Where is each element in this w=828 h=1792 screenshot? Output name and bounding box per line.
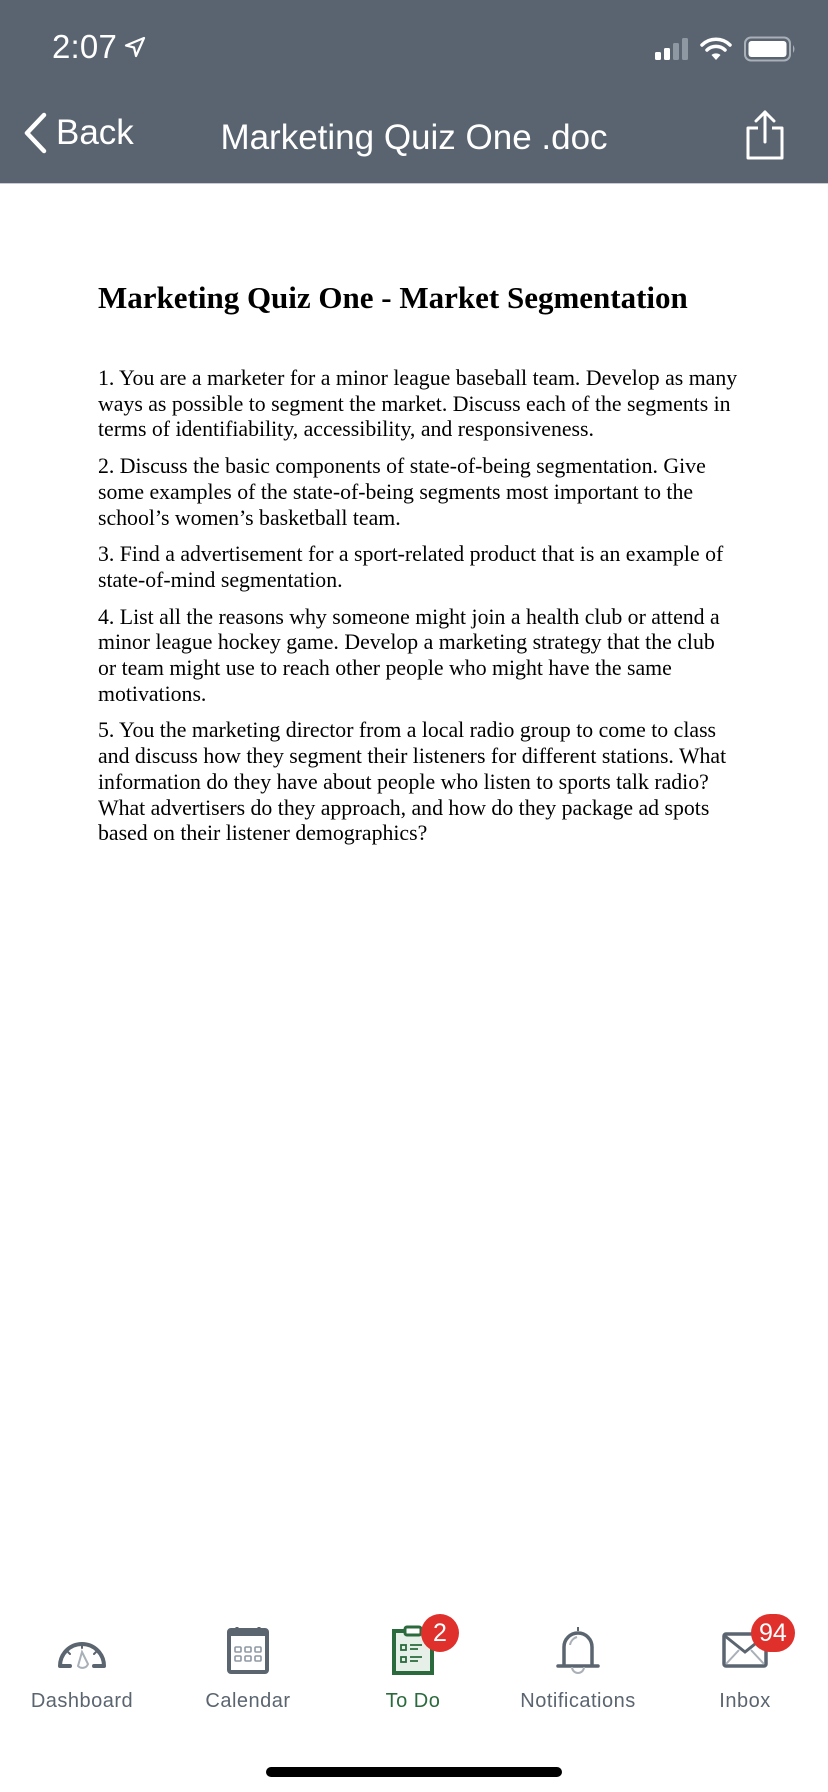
inbox-badge: 94 [751, 1614, 795, 1652]
tab-label: Notifications [520, 1690, 636, 1712]
tab-label: To Do [385, 1690, 441, 1712]
dashboard-gauge-icon [56, 1630, 108, 1670]
tab-label: Inbox [719, 1690, 771, 1712]
location-arrow-icon [123, 35, 147, 59]
document-content [98, 280, 738, 858]
question-5: 5. You the marketing director from a local radio group to come to class and discuss how they segment their listeners for different stations. What information do they have about people who listen to sports talk radio? What advertisers do they approach, and how do they package ad spots based on their listener demographics? [98, 718, 727, 846]
back-button[interactable] [22, 112, 134, 154]
tab-calendar[interactable] [163, 1620, 333, 1713]
question-2: 2. Discuss the basic components of state-of-being segmentation. Give some examples of the state-of-being segments most important to the school’s women’s basketball team. [98, 454, 706, 530]
question-4: 4. List all the reasons why someone might join a health club or attend a minor league hockey game. Develop a marketing strategy that the club or team might use to reach other people who might have the same motivations. [98, 604, 720, 706]
tab-bar [0, 1620, 828, 1730]
top-bar [0, 0, 828, 184]
tab-label: Calendar [205, 1690, 291, 1712]
tab-todo[interactable] [328, 1620, 498, 1713]
status-time [52, 28, 147, 66]
tab-notifications[interactable] [493, 1620, 663, 1713]
tab-inbox[interactable] [660, 1620, 828, 1713]
chevron-left-icon [22, 112, 48, 154]
share-button[interactable] [744, 110, 786, 167]
wifi-icon [700, 37, 732, 61]
home-indicator[interactable] [266, 1767, 562, 1777]
back-label: Back [56, 113, 134, 152]
cellular-signal-icon [655, 38, 688, 60]
share-icon [744, 110, 786, 162]
question-3: 3. Find a advertisement for a sport-related product that is an example of state-of-mind segmentation. [98, 542, 724, 592]
tab-label: Dashboard [30, 1690, 134, 1712]
status-time-text: 2:07 [52, 28, 118, 65]
tab-dashboard[interactable] [0, 1620, 167, 1713]
calendar-icon [227, 1626, 269, 1674]
page-title: Marketing Quiz One .doc [220, 118, 608, 157]
document-title: Marketing Quiz One - Market Segmentation [98, 280, 688, 315]
bell-icon [555, 1625, 601, 1675]
question-1: 1. You are a marketer for a minor league baseball team. Develop as many ways as possible to segment the market. Discuss each of the segments in terms of identifiability, accessibility, and responsiveness. [98, 366, 738, 442]
todo-badge: 2 [421, 1614, 459, 1652]
battery-icon [744, 36, 796, 62]
status-indicators [655, 36, 796, 62]
